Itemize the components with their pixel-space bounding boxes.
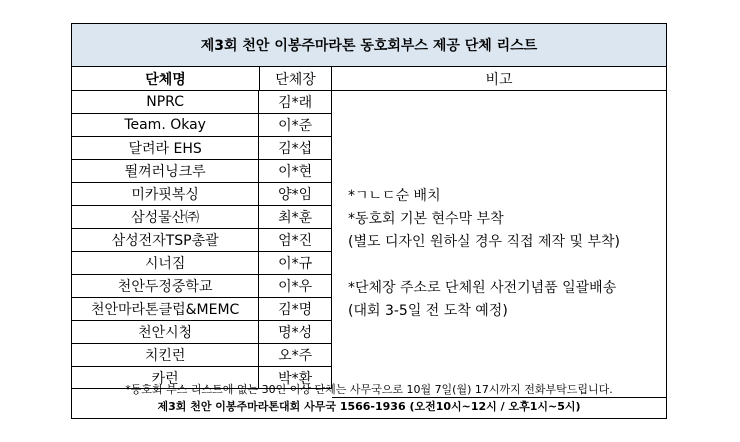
group-name-cell: 삼성물산㈜ — [72, 206, 259, 228]
group-name-cell: NPRC — [72, 91, 259, 113]
group-name-cell: 달려라 EHS — [72, 137, 259, 159]
remarks-cell — [332, 91, 666, 398]
leader-cell: 박*환 — [259, 367, 332, 388]
group-name-cell: 치킨런 — [72, 344, 259, 366]
table-body — [72, 91, 332, 389]
table-title: 제3회 천안 이봉주마라톤 동호회부스 제공 단체 리스트 — [72, 24, 666, 67]
leader-cell: 명*성 — [259, 321, 332, 343]
group-name-cell: 천안시청 — [72, 321, 259, 343]
leader-cell: 최*훈 — [259, 206, 332, 228]
table-row — [72, 229, 332, 252]
header-leader: 단체장 — [260, 67, 332, 91]
table-row — [72, 275, 332, 298]
table-row — [72, 183, 332, 206]
table-row — [72, 206, 332, 229]
table-row — [72, 160, 332, 183]
footer-notice: *동호회 부스 리스트에 없는 30인 이상 단체는 사무국으로 10월 7일(월) 17시까지 전화부탁드립니다. — [125, 383, 613, 396]
table-row — [72, 252, 332, 275]
remark-note: *동호회 기본 현수막 부착 — [348, 211, 504, 227]
group-name-cell: 시너짐 — [72, 252, 259, 274]
remark-note: *ㄱㄴㄷ순 배치 — [348, 188, 441, 204]
group-name-cell: 삼성전자TSP총괄 — [72, 229, 259, 251]
leader-cell: 엄*진 — [259, 229, 332, 251]
leader-cell: 김*섭 — [259, 137, 332, 159]
leader-cell: 이*현 — [259, 160, 332, 182]
group-name-cell: 천안두정중학교 — [72, 275, 259, 297]
remark-note: (별도 디자인 원하실 경우 직접 제작 및 부착) — [348, 234, 620, 250]
table-row — [72, 298, 332, 321]
table-row — [72, 321, 332, 344]
leader-cell: 김*래 — [259, 91, 332, 113]
table-row — [72, 91, 332, 114]
leader-cell: 오*주 — [259, 344, 332, 366]
leader-cell: 양*임 — [259, 183, 332, 205]
footer-contact: 제3회 천안 이봉주마라톤대회 사무국 1566-1936 (오전10시~12시 / 오후1시~5시) — [157, 400, 581, 413]
group-name-cell: 미카핏복싱 — [72, 183, 259, 205]
group-name-cell: 카런 — [72, 367, 259, 388]
remark-note: *단체장 주소로 단체원 사전기념품 일괄배송 — [348, 280, 617, 296]
leader-cell: 김*명 — [259, 298, 332, 320]
remark-note: (대회 3-5일 전 도착 예정) — [348, 303, 508, 319]
header-group-name: 단체명 — [72, 67, 260, 91]
table-row — [72, 137, 332, 160]
leader-cell: 이*우 — [259, 275, 332, 297]
table-row — [72, 344, 332, 367]
group-name-cell: Team. Okay — [72, 114, 259, 136]
leader-cell: 이*규 — [259, 252, 332, 274]
group-list-table — [71, 23, 667, 419]
group-name-cell: 천안마라톤클럽&MEMC — [72, 298, 259, 320]
table-row — [72, 114, 332, 137]
group-name-cell: 뛸껴러닝크루 — [72, 160, 259, 182]
leader-cell: 이*준 — [259, 114, 332, 136]
footer — [72, 378, 666, 418]
header-remarks: 비고 — [332, 67, 666, 91]
